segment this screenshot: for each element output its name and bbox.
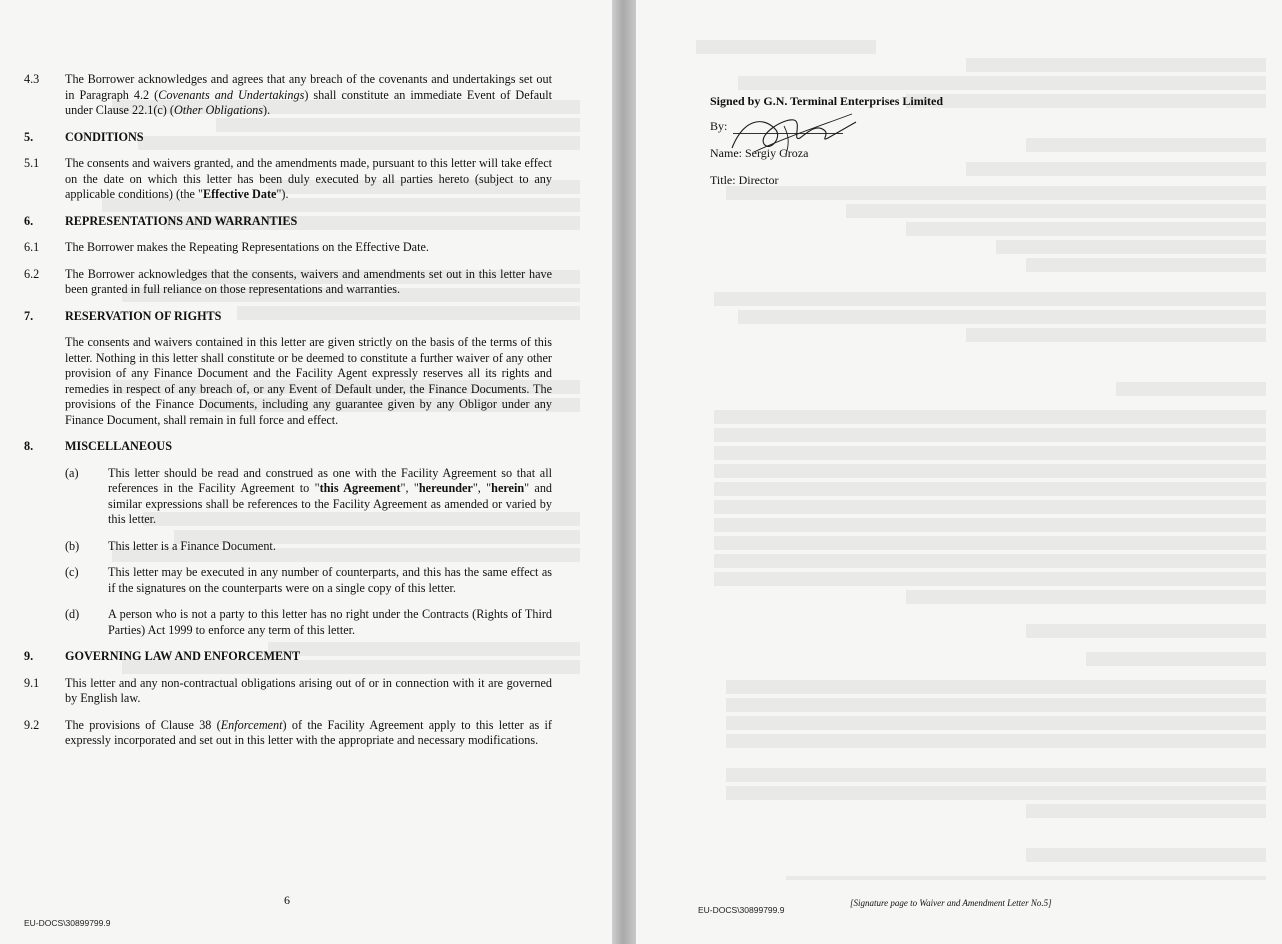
left-page-body	[24, 72, 552, 760]
clause-text: The consents and waivers granted, and the amendments made, pursuant to this letter will take effect on the date on which this letter has been duly executed by all parties hereto (subject to any applicable conditions) (the "Effective Date").	[65, 156, 552, 201]
clause-text: The provisions of Clause 38 (Enforcement) of the Facility Agreement apply to this letter as if expressly incorporated and set out in this letter with the appropriate and necessary modifications.	[65, 717, 552, 747]
clause-6.2	[24, 267, 552, 298]
sub-clause	[24, 565, 552, 596]
section-number: 5.	[24, 129, 34, 144]
section-title: REPRESENTATIONS AND WARRANTIES	[65, 213, 298, 228]
clause-number: 6.1	[24, 240, 40, 254]
clause-number: 9.2	[24, 717, 40, 732]
section-title: RESERVATION OF RIGHTS	[65, 308, 222, 323]
clause-text: This letter and any non-contractual obligations arising out of or in connection with it are governed by English law.	[65, 675, 552, 705]
signed-by-line: Signed by G.N. Terminal Enterprises Limited	[710, 94, 944, 108]
section-number: 7.	[24, 308, 34, 323]
clause-number: 9.1	[24, 675, 40, 690]
clause-number: 5.1	[24, 156, 40, 170]
clause-text: The Borrower acknowledges and agrees that any breach of the covenants and undertakings set out in Paragraph 4.2 (Covenants and Undertakings) shall constitute an immediate Event of Default under Clause 22.1(c) (Other Obligations).	[65, 72, 552, 117]
section-title: GOVERNING LAW AND ENFORCEMENT	[65, 649, 301, 663]
sub-clause-letter: (b)	[65, 538, 80, 553]
clause-number: 6.2	[24, 266, 40, 281]
book-gutter	[612, 0, 636, 944]
clause-number	[24, 335, 65, 428]
signatory-title: Title: Director	[710, 173, 779, 187]
signatory-name: Name: Sergiy Groza	[710, 146, 809, 160]
sub-clause	[24, 466, 552, 528]
right-page	[636, 0, 1282, 944]
doc-reference: EU-DOCS\30899799.9	[24, 918, 111, 928]
sub-clause-text: This letter should be read and construed as one with the Facility Agreement so that all references in the Facility Agreement to "this Agreement", "hereunder", "herein" and similar expressions shall be references to the Facility Agreement as amended or varied by this letter.	[108, 465, 553, 526]
section-heading	[24, 439, 552, 455]
sub-clause-indent	[24, 565, 65, 596]
by-label: By:	[710, 119, 728, 133]
clause-9.2	[24, 718, 552, 749]
sub-clause-letter: (d)	[65, 607, 80, 621]
handwritten-signature	[724, 108, 864, 158]
section-heading	[24, 130, 552, 146]
section-title: MISCELLANEOUS	[65, 439, 173, 453]
signature-page-caption: [Signature page to Waiver and Amendment Letter No.5]	[850, 898, 1052, 908]
sub-clause-text: A person who is not a party to this letter has no right under the Contracts (Rights of Third Parties) Act 1999 to enforce any term of this letter.	[108, 607, 552, 637]
sub-clause-indent	[24, 539, 65, 555]
doc-reference: EU-DOCS\30899799.9	[698, 905, 785, 915]
clause-text: The Borrower makes the Repeating Representations on the Effective Date.	[65, 240, 429, 254]
section-heading	[24, 649, 552, 665]
sub-clause-text: This letter is a Finance Document.	[108, 538, 276, 553]
clause-5.1	[24, 156, 552, 203]
clause-9.1	[24, 676, 552, 707]
sub-clause-letter: (a)	[65, 465, 79, 480]
section-number: 9.	[24, 649, 34, 663]
clause-number: 4.3	[24, 72, 40, 86]
section-heading	[24, 214, 552, 230]
sub-clause-indent	[24, 466, 65, 528]
section-number: 6.	[24, 213, 34, 228]
sub-clause	[24, 607, 552, 638]
sub-clause	[24, 539, 552, 555]
left-page	[0, 0, 612, 944]
clause-text: The consents and waivers contained in this letter are given strictly on the basis of the terms of this letter. Nothing in this letter shall constitute or be deemed to constitute a further waiver of any other provision of any Finance Document and the Facility Agent expressly reserves all its rights and remedies in respect of any breach of, or any Event of Default under, the Finance Documents. The provisions of the Finance Documents, including any guarantee given by any Obligor under any Finance Document, shall remain in full force and effect.	[65, 335, 552, 427]
section-number: 8.	[24, 439, 34, 453]
sub-clause-indent	[24, 607, 65, 638]
clause-4.3	[24, 72, 552, 119]
clause-7.	[24, 335, 552, 428]
page-number: 6	[284, 893, 290, 907]
section-title: CONDITIONS	[65, 129, 144, 144]
section-heading	[24, 309, 552, 325]
clause-text: The Borrower acknowledges that the consents, waivers and amendments set out in this letter have been granted in full reliance on those representations and warranties.	[65, 266, 552, 296]
sub-clause-text: This letter may be executed in any number of counterparts, and this has the same effect as if the signatures on the counterparts were on a single copy of this letter.	[108, 565, 552, 595]
clause-6.1	[24, 240, 552, 256]
sub-clause-letter: (c)	[65, 565, 79, 579]
